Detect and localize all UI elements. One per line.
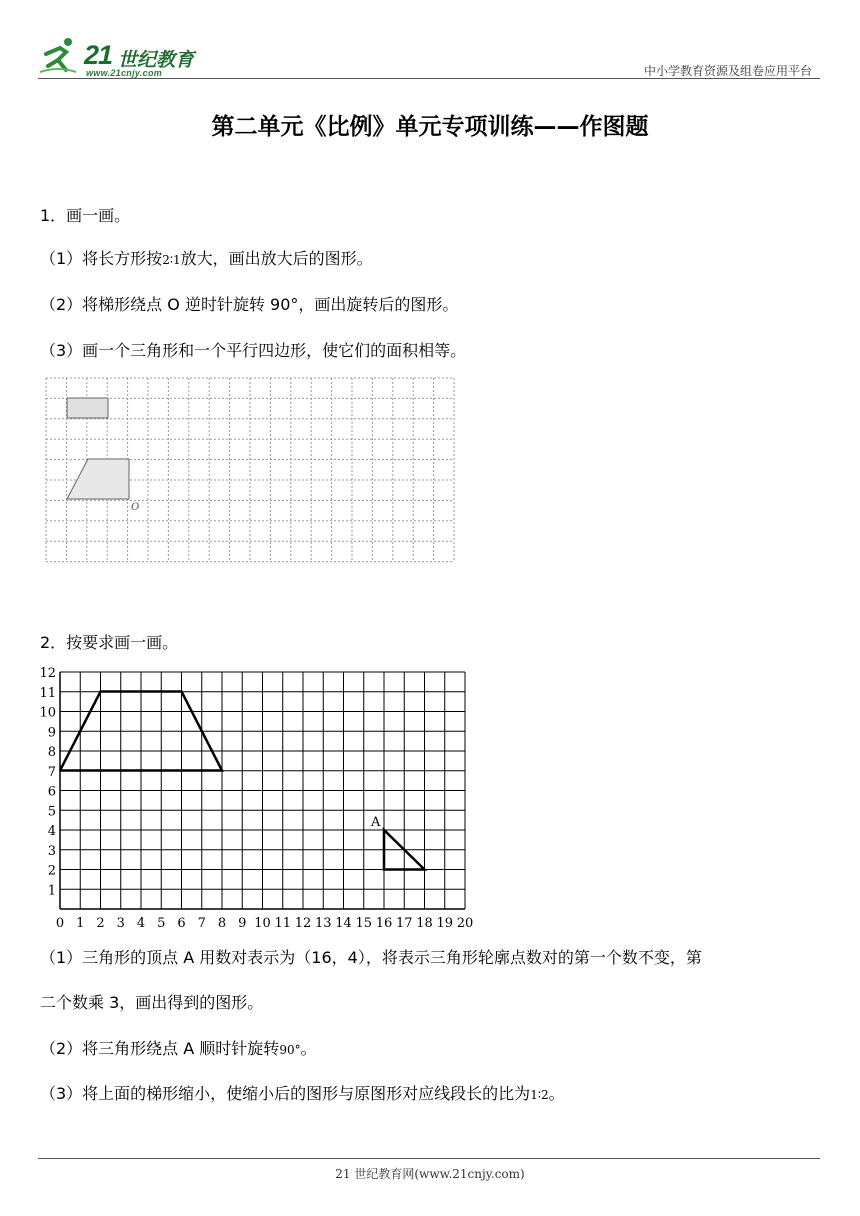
q1-ratio: 2∶1	[162, 253, 181, 267]
q2-x-tick-label: 5	[157, 916, 166, 931]
q2-x-tick-label: 0	[55, 916, 65, 931]
header-logo	[38, 36, 208, 80]
q2-x-tick-label: 14	[335, 916, 352, 931]
q2-x-tick-label: 3	[116, 916, 125, 931]
q2-y-tick-label: 1	[47, 883, 56, 899]
q2-x-tick-label: 13	[314, 916, 332, 931]
q1-sub3: （3）画一个三角形和一个平行四边形，使它们的面积相等。	[40, 341, 467, 360]
q2-degree: 90°	[279, 1043, 301, 1057]
logo-text: 世纪教育	[118, 49, 195, 71]
q2-x-tick-label: 1	[76, 916, 85, 931]
q2-x-tick-label: 15	[355, 916, 373, 931]
q2-sub1-line2: 二个数乘 3，画出得到的图形。	[40, 993, 264, 1012]
q2-heading: 2．按要求画一画。	[40, 633, 179, 652]
q2-point-a-label: A	[371, 815, 381, 830]
q2-x-tick-label: 10	[254, 916, 271, 931]
q1-point-o-label: O	[131, 502, 140, 513]
logo-url: www.21cnjy.com	[86, 68, 163, 78]
q2-x-tick-label: 16	[375, 916, 393, 931]
q1-sub2: （2）将梯形绕点 O 逆时针旋转 90°，画出旋转后的图形。	[40, 295, 459, 314]
q2-x-tick-label: 19	[436, 916, 454, 931]
q2-x-tick-label: 7	[197, 916, 206, 931]
q2-sub2-post: 。	[300, 1039, 317, 1058]
q2-x-tick-label: 2	[96, 916, 105, 931]
q1-sub1-post: 放大，画出放大后的图形。	[180, 249, 373, 268]
q2-x-axis-labels	[56, 916, 473, 931]
q1-trapezoid	[67, 459, 129, 499]
q2-y-tick-label: 8	[47, 745, 56, 760]
q2-y-tick-label: 6	[47, 784, 56, 800]
q2-y-tick-label: 4	[47, 824, 56, 839]
q2-grid-lines	[60, 672, 465, 909]
q2-y-tick-label: 5	[47, 804, 56, 820]
q1-rectangle	[67, 398, 108, 418]
page-title: 第二单元《比例》单元专项训练——作图题	[211, 114, 649, 140]
header-platform-text: 中小学教育资源及组卷应用平台	[643, 64, 812, 78]
q2-y-tick-label: 11	[39, 685, 56, 701]
logo-number: 21	[84, 40, 113, 70]
q1-heading: 1．画一画。	[40, 206, 131, 225]
q2-sub3-pre: （3）将上面的梯形缩小，使缩小后的图形与原图形对应线段长的比为	[40, 1084, 531, 1103]
q2-y-tick-label: 7	[47, 764, 56, 780]
footer-rule	[38, 1158, 820, 1159]
header-rule	[38, 78, 820, 79]
q2-sub1-line1: （1）三角形的顶点 A 用数对表示为（16，4），将表示三角形轮廓点数对的第一个数不变，第	[40, 948, 702, 967]
q2-x-tick-label: 4	[136, 916, 146, 931]
q1-sub1-pre: （1）将长方形按	[40, 249, 163, 268]
q2-sub3-post: 。	[548, 1084, 565, 1103]
q2-sub3	[40, 1081, 565, 1104]
q2-coordinate-grid	[34, 662, 480, 932]
q2-y-tick-label: 2	[47, 863, 56, 879]
q2-x-tick-label: 12	[294, 916, 312, 931]
runner-icon	[38, 36, 78, 76]
q2-x-tick-label: 17	[395, 916, 413, 931]
q2-x-tick-label: 18	[416, 916, 433, 931]
q2-x-tick-label: 6	[177, 916, 186, 931]
q1-grid-figure	[44, 376, 458, 566]
q2-x-tick-label: 9	[238, 916, 247, 931]
q2-y-axis-labels	[39, 666, 56, 898]
q2-y-tick-label: 3	[47, 843, 56, 859]
q2-sub2-pre: （2）将三角形绕点 A 顺时针旋转	[40, 1039, 280, 1058]
q2-y-tick-label: 12	[39, 666, 56, 681]
q2-y-tick-label: 10	[39, 705, 56, 721]
q2-x-tick-label: 11	[274, 916, 292, 931]
q1-sub1	[40, 246, 373, 269]
footer-text: 21 世纪教育网(www.21cnjy.com)	[335, 1167, 525, 1181]
q2-x-tick-label: 20	[456, 916, 474, 931]
q2-ratio: 1∶2	[530, 1088, 549, 1102]
q2-sub2	[40, 1036, 317, 1059]
q2-y-tick-label: 9	[47, 725, 56, 741]
q2-x-tick-label: 8	[217, 916, 227, 931]
